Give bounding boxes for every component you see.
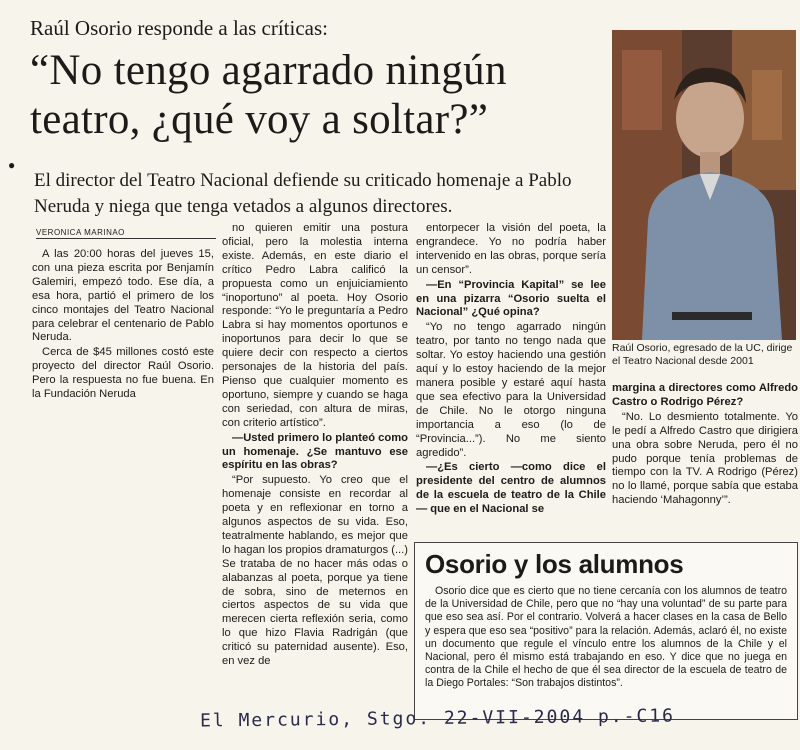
article-column-2 (222, 222, 408, 670)
sidebar-title: Osorio y los alumnos (425, 549, 684, 579)
interview-question: —¿Es cierto —como dice el presidente del centro de alumnos de la escuela de teatro de la Chile— que en el Nacional se (416, 461, 606, 516)
paragraph: Osorio dice que es cierto que no tiene cercanía con los alumnos de teatro de la Universidad de Chile, pero que no “hay una voluntad” de su parte para que eso sea así. Por el contrario. Volverá a hacer clases en la casa de Bello y espera que eso sea “positivo” para la relación. Además, aclaró él, no existe un documento que regule el vínculo entre los alumnos de la Chile y el Nacional, pero él mismo está trabajando en eso. Y dice que no juega en contra de la Chile el hecho de que él sea director de la escuela de teatro de la Diego Portales: “Son trabajos distintos”. (425, 585, 787, 690)
article-column-1 (32, 248, 214, 403)
paragraph: “No. Lo desmiento totalmente. Yo le pedí a Alfredo Castro que dirigiera una obra sobre Neruda, pero él no pudo porque tenía problemas de tiempo con la TV. A Rodrigo (Pérez) no lo llamé, porque sabía que estaba haciendo ‘Mahagonny’”. (612, 410, 798, 507)
sidebar-text (425, 585, 787, 691)
article-headline: “No tengo agarrado ningún teatro, ¿qué voy a soltar?” (30, 47, 507, 143)
paragraph: “Por supuesto. Yo creo que el homenaje consiste en recordar al poeta y en reflexionar en torno a algunos aspectos de su vida. Eso, teatralmente hablando, es mejor que lo hagan los propios dramaturgos (...) Se trataba de no hacer más odas o alabanzas al poeta, porque ya tiene de sobra, sino de meternos en ciertos aspectos de su vida que merecen cierta reflexión seria, como lo que hizo Flavia Radrigán (que criticó su paternidad ausente). Eso, en vez de (222, 474, 408, 668)
interview-question: margina a directores como Alfredo Castro o Rodrigo Pérez? (612, 382, 798, 408)
paragraph: “Yo no tengo agarrado ningún teatro, por tanto no tengo nada que soltar. Yo estoy haciendo una gestión aquí y lo estoy haciendo de la mejor manera posible y estaré aquí hasta que sea efectivo para la Universidad de Chile. No le otorgo ninguna importancia a eso (lo de “Provincia...”). No me siento agredido”. (416, 321, 606, 459)
article-column-3 (416, 222, 606, 518)
portrait-photo (612, 30, 796, 340)
paragraph: no quieren emitir una postura oficial, pero la molestia interna existe. Además, en este diario el crítico Pedro Labra calificó la propuesta como un enjuiciamiento “inoportuno” al poeta. Hoy Osorio responde: “Yo le preguntaría a Pedro Labra si hay momentos oportunos e inoportunos para decir lo que se quiere decir con respecto a ciertos personajes de la historia del país. Pienso que cualquier momento es oportuno, siempre y cuando se haga con seriedad, con altura de miras, con criterio artístico”. (222, 222, 408, 429)
article-deck: El director del Teatro Nacional defiende su criticado homenaje a Pablo Neruda y niega que tenga vetados a algunos directores. (34, 170, 572, 217)
article-column-4 (612, 382, 798, 509)
photo-caption: Raúl Osorio, egresado de la UC, dirige el Teatro Nacional desde 2001 (612, 342, 793, 367)
paragraph: entorpecer la visión del poeta, la engrandece. Yo no podría haber intervenido en las obras, porque sería un censor”. (416, 222, 606, 276)
handwritten-source-note: El Mercurio, Stgo. 22-VII-2004 p.-C16 (199, 705, 676, 732)
interview-question: —En “Provincia Kapital” se lee en una pizarra “Osorio suelta el Nacional” ¿Qué opina? (416, 278, 606, 319)
paragraph: A las 20:00 horas del jueves 15, con una pieza escrita por Benjamín Galemiri, empezó todo. Ese día, a esa hora, partió el primero de los cinco montajes del Teatro Nacional para celebrar el centenario de Pablo Neruda. (32, 248, 214, 344)
sidebar-box (414, 542, 798, 720)
bullet-icon: ● (8, 158, 16, 172)
interview-question: —Usted primero lo planteó como un homenaje. ¿Se mantuvo ese espíritu en las obras? (222, 431, 408, 472)
byline: VERONICA MARINAO (36, 228, 216, 239)
paragraph: Cerca de $45 millones costó este proyecto del director Raúl Osorio. Pero la respuesta no fue buena. En la Fundación Neruda (32, 346, 214, 401)
article-kicker: Raúl Osorio responde a las críticas: (30, 16, 328, 40)
